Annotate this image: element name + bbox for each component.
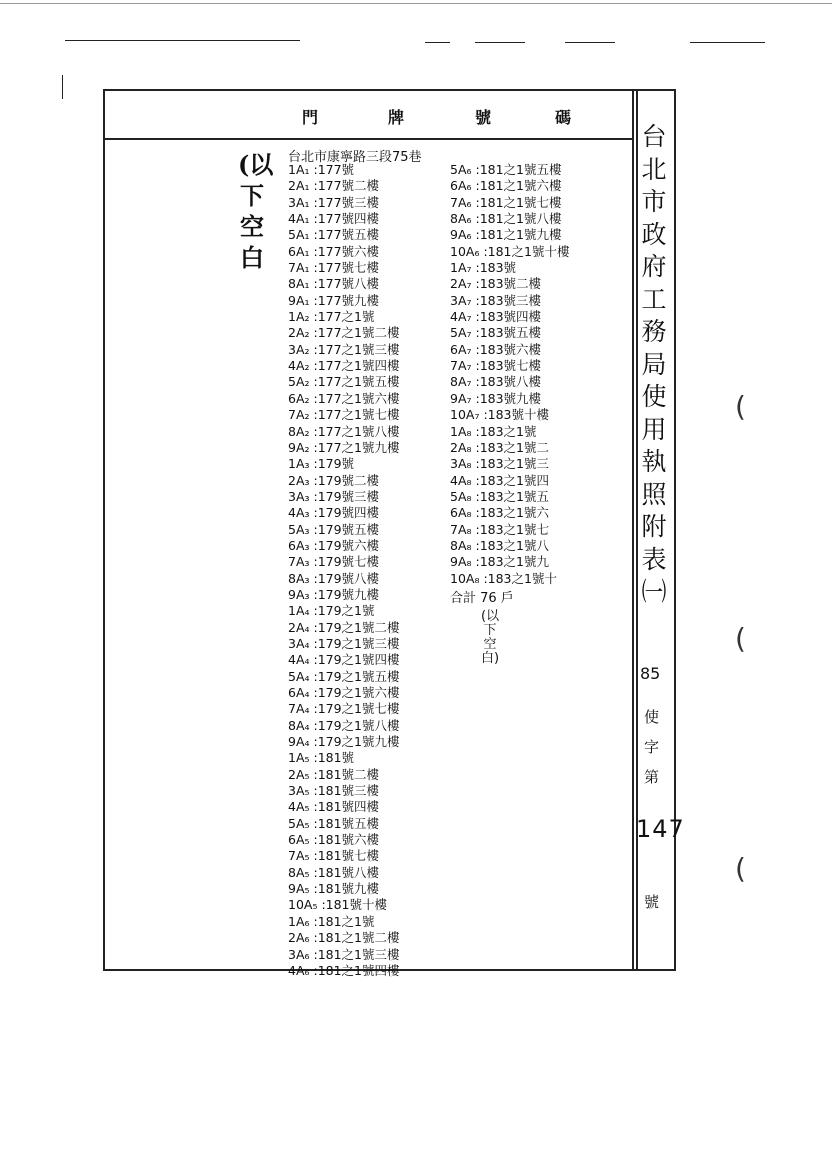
- address-entry: 8A₅ :181號八樓: [288, 864, 380, 880]
- address-entry: 6A₁ :177號六樓: [288, 243, 380, 259]
- right-panel: [634, 91, 685, 969]
- address-entry: 4A₈ :183之1號四: [450, 472, 550, 488]
- address-entry: 1A₅ :181號: [288, 750, 355, 766]
- address-entry: 5A₃ :179號五樓: [288, 521, 380, 537]
- address-entry: 6A₇ :183號六樓: [450, 341, 542, 357]
- address-entry: 2A₇ :183號二樓: [450, 276, 542, 292]
- address-entry: 4A₁ :177號四樓: [288, 211, 380, 227]
- address-entry: 7A₁ :177號七樓: [288, 260, 380, 276]
- address-entry: 4A₅ :181號四樓: [288, 799, 380, 815]
- address-entry: 2A₂ :177之1號二樓: [288, 325, 400, 341]
- address-entry: 4A₂ :177之1號四樓: [288, 358, 400, 374]
- scan-mark-bracket: (: [735, 390, 746, 423]
- address-entry: 6A₂ :177之1號六樓: [288, 390, 400, 406]
- address-entry: 9A₂ :177之1號九樓: [288, 439, 400, 455]
- address-entry: 8A₁ :177號八樓: [288, 276, 380, 292]
- address-entry: 9A₁ :177號九樓: [288, 292, 380, 308]
- header-char: 門: [302, 108, 319, 127]
- permit-suffix: 號: [644, 893, 660, 911]
- header-char: 碼: [555, 108, 572, 127]
- address-entry: 4A₆ :181之1號四樓: [288, 962, 400, 978]
- address-entry: 10A₇ :183號十樓: [450, 407, 550, 423]
- address-entry: 3A₆ :181之1號三樓: [288, 946, 400, 962]
- address-entry: 9A₅ :181號九樓: [288, 881, 380, 897]
- address-entry: 10A₈ :183之1號十: [450, 570, 557, 586]
- address-column-left: [288, 162, 400, 979]
- address-entry: 1A₁ :177號: [288, 162, 355, 177]
- address-entry: 7A₅ :181號七樓: [288, 848, 380, 864]
- address-entry: 7A₃ :179號七樓: [288, 554, 380, 570]
- address-entry: 8A₃ :179號八樓: [288, 570, 380, 586]
- address-entry: 8A₇ :183號八樓: [450, 374, 542, 390]
- address-entry: 9A₇ :183號九樓: [450, 390, 542, 406]
- address-entry: 3A₇ :183號三樓: [450, 292, 542, 308]
- address-entry: 5A₆ :181之1號五樓: [450, 162, 562, 177]
- scan-header-rule: [690, 42, 765, 43]
- address-entry: 6A₆ :181之1號六樓: [450, 178, 562, 194]
- address-entry: 10A₆ :181之1號十樓: [450, 243, 570, 259]
- address-entry: 3A₃ :179號三樓: [288, 488, 380, 504]
- address-entry: 9A₈ :183之1號九: [450, 554, 550, 570]
- address-entry: 6A₈ :183之1號六: [450, 505, 550, 521]
- address-entry: 3A₄ :179之1號三樓: [288, 635, 400, 651]
- address-column-right: [450, 162, 569, 587]
- permit-char: 第: [644, 768, 660, 786]
- address-entry: 9A₄ :179之1號九樓: [288, 734, 400, 750]
- side-note-blank-below: (以下空白: [238, 150, 274, 272]
- address-entry: 4A₄ :179之1號四樓: [288, 652, 400, 668]
- address-entry: 7A₄ :179之1號七樓: [288, 701, 400, 717]
- address-entry: 5A₅ :181號五樓: [288, 815, 380, 831]
- address-entry: 10A₅ :181號十樓: [288, 897, 388, 913]
- address-entry: 4A₃ :179號四樓: [288, 505, 380, 521]
- address-entry: 7A₆ :181之1號七樓: [450, 194, 562, 210]
- permit-char: 字: [644, 738, 660, 756]
- address-entry: 1A₈ :183之1號: [450, 423, 537, 439]
- address-title: 台北市康寧路三段75巷: [288, 150, 422, 165]
- address-entry: 3A₁ :177號三樓: [288, 194, 380, 210]
- scan-header-rule: [565, 42, 615, 43]
- panel-title: 台北市政府工務局使用執照附表㈠: [641, 122, 667, 606]
- address-entry: 2A₁ :177號二樓: [288, 178, 380, 194]
- address-entry: 6A₃ :179號六樓: [288, 537, 380, 553]
- header-char: 牌: [388, 108, 405, 127]
- address-entry: 1A₃ :179號: [288, 456, 355, 472]
- address-entry: 2A₃ :179號二樓: [288, 472, 380, 488]
- vertical-note-blank-below: (以下空白): [481, 609, 500, 666]
- address-entry: 6A₄ :179之1號六樓: [288, 685, 400, 700]
- address-entry: 5A₇ :183號五樓: [450, 325, 542, 341]
- address-entry: 7A₇ :183號七樓: [450, 358, 542, 374]
- address-entry: 7A₂ :177之1號七樓: [288, 407, 400, 423]
- address-entry: 3A₂ :177之1號三樓: [288, 341, 400, 357]
- address-entry: 4A₇ :183號四樓: [450, 309, 542, 325]
- header-char: 號: [475, 108, 492, 127]
- permit-char: 使: [644, 708, 660, 726]
- address-entry: 1A₇ :183號: [450, 260, 517, 276]
- permit-number: 147: [636, 815, 685, 843]
- scan-header-rule: [475, 42, 525, 43]
- address-entry: 2A₄ :179之1號二樓: [288, 619, 400, 635]
- address-entry: 8A₂ :177之1號八樓: [288, 423, 400, 439]
- address-entry: 2A₆ :181之1號二樓: [288, 930, 400, 946]
- address-entry: 8A₄ :179之1號八樓: [288, 717, 400, 733]
- address-entry: 6A₅ :181號六樓: [288, 832, 380, 848]
- scan-mark-bracket: (: [735, 852, 746, 885]
- document-frame: [103, 89, 685, 978]
- address-entry: 1A₄ :179之1號: [288, 603, 375, 619]
- address-entry: 1A₆ :181之1號: [288, 913, 375, 929]
- scan-header-rule: [65, 40, 300, 41]
- scan-top-rule: [0, 3, 832, 4]
- header-row: [105, 91, 632, 140]
- address-entry: 5A₄ :179之1號五樓: [288, 668, 400, 684]
- address-entry: 1A₂ :177之1號: [288, 309, 375, 325]
- scan-left-mark: [62, 75, 63, 99]
- address-entry: 9A₆ :181之1號九樓: [450, 227, 562, 243]
- address-entry: 3A₈ :183之1號三: [450, 456, 550, 472]
- permit-year: 85: [640, 664, 661, 683]
- address-entry: 9A₃ :179號九樓: [288, 586, 380, 602]
- address-entry: 8A₈ :183之1號八: [450, 537, 550, 553]
- total-households: 合計 76 戶: [450, 591, 514, 606]
- address-entry: 5A₂ :177之1號五樓: [288, 374, 400, 390]
- address-entry: 2A₈ :183之1號二: [450, 439, 550, 455]
- scan-header-rule: [425, 42, 450, 43]
- address-entry: 5A₁ :177號五樓: [288, 227, 380, 243]
- address-entry: 5A₈ :183之1號五: [450, 488, 550, 504]
- address-entry: 7A₈ :183之1號七: [450, 521, 550, 537]
- address-entry: 3A₅ :181號三樓: [288, 783, 380, 799]
- address-entry: 8A₆ :181之1號八樓: [450, 211, 562, 227]
- address-entry: 2A₅ :181號二樓: [288, 766, 380, 782]
- scan-mark-bracket: (: [735, 622, 746, 655]
